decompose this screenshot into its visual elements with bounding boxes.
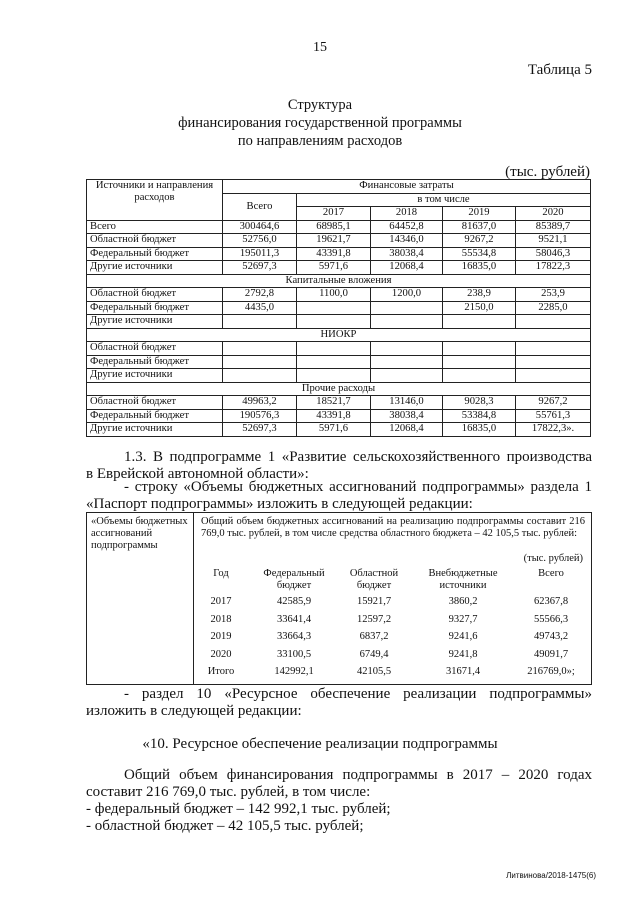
section-10-title: «10. Ресурсное обеспечение реализации подпрограммы [142,736,498,752]
table-cell: 2792,8 [223,288,297,302]
passport-cell: 142992,1 [274,666,314,677]
passport-cell: 49743,2 [533,631,569,642]
table-cell [371,301,443,315]
text-line: - раздел 10 «Ресурсное обеспечение реализации подпрограммы» [124,686,592,702]
passport-header-year: Год [213,568,229,579]
table-row [87,301,591,315]
section-header: НИОКР [87,328,591,342]
title-line: по направлениям расходов [237,133,403,149]
paragraph-section-10 [86,686,592,720]
table-cell [297,355,371,369]
passport-cell: 49091,7 [533,648,569,660]
table-row [87,369,591,383]
passport-year: 2017 [210,596,232,607]
table-cell [371,315,443,329]
header-year: 2019 [443,207,516,221]
table-cell: 12068,4 [371,423,443,437]
table-cell: 195011,3 [223,247,297,261]
header-total: Всего [223,193,297,220]
table-cell: 17822,3 [516,261,591,275]
table-cell: 38038,4 [371,247,443,261]
table-cell [223,355,297,369]
passport-cell: 15921,7 [356,596,392,607]
table-cell [443,315,516,329]
table-cell: 13146,0 [371,396,443,410]
table-cell [223,342,297,356]
text-line: «Паспорт подпрограммы» изложить в следующей редакции: [86,496,473,512]
table-cell [371,369,443,383]
passport-header-federal: Федеральный бюджет [263,568,325,591]
title-line: финансирования государственной программы [178,115,462,131]
passport-header-regional: Областной бюджет [349,568,399,591]
table-cell: 52697,3 [223,423,297,437]
header-sources: Источники и направления расходов [87,180,223,221]
table-cell: 9028,3 [443,396,516,410]
table-cell: 5971,6 [297,261,371,275]
text-line: - федеральный бюджет – 142 992,1 тыс. рублей; [86,801,391,817]
table-cell [371,342,443,356]
row-label: Другие источники [87,369,223,383]
table-cell [297,342,371,356]
passport-cell: 12597,2 [356,613,392,625]
passport-cell: 33664,3 [276,631,312,642]
passport-cell: 3860,2 [448,596,478,607]
row-label: Федеральный бюджет [87,409,223,423]
table-cell [297,315,371,329]
table-cell [223,315,297,329]
row-label: Федеральный бюджет [87,301,223,315]
footer-code: Литвинова/2018-1475(6) [506,871,596,880]
passport-year: Итого [207,666,235,677]
passport-header-total: Всего [538,568,564,579]
table-cell: 85389,7 [516,220,591,234]
row-label: Областной бюджет [87,396,223,410]
table-cell [516,369,591,383]
table-cell: 58046,3 [516,247,591,261]
table-cell [371,355,443,369]
table-cell [297,369,371,383]
table-cell: 9267,2 [443,234,516,248]
table-row [87,274,591,288]
table-row [87,342,591,356]
passport-cell: 9327,7 [448,613,478,625]
table-title [0,96,640,150]
passport-cell: 42105,5 [356,666,392,677]
header-year: 2017 [297,207,371,221]
table-cell [516,355,591,369]
row-label: Другие источники [87,261,223,275]
table-label: Таблица 5 [527,62,592,78]
table-row [87,409,591,423]
table-row [87,423,591,437]
row-label: Федеральный бюджет [87,247,223,261]
table-cell: 19621,7 [297,234,371,248]
table-cell: 12068,4 [371,261,443,275]
table-cell [443,355,516,369]
section-header: Прочие расходы [87,382,591,396]
passport-year: 2020 [210,648,232,660]
table-row [87,396,591,410]
page-number: 15 [313,40,327,55]
passport-cell: 31671,4 [445,666,481,677]
unit-label: (тыс. рублей) [505,164,590,180]
text-line: Общий объем финансирования подпрограммы в 2017 – 2020 годах [124,767,592,783]
passport-cell: 42585,9 [276,596,312,607]
passport-cell: 55566,3 [533,613,569,625]
text-line: 1.3. В подпрограмме 1 «Развитие сельскохозяйственного производства [124,449,592,465]
passport-year: 2019 [210,631,232,642]
table-cell: 68985,1 [297,220,371,234]
table-cell: 38038,4 [371,409,443,423]
table-cell: 55761,3 [516,409,591,423]
table-cell: 4435,0 [223,301,297,315]
text-line: составит 216 769,0 тыс. рублей, в том числе: [86,784,371,800]
table-cell [297,301,371,315]
passport-header-offbudget: Внебюджетные источники [428,568,498,591]
passport-cell: 216769,0»; [527,666,575,677]
passport-cell: 33641,4 [276,613,312,625]
header-financial: Финансовые затраты [223,180,591,194]
table-row [87,180,591,194]
paragraph-1-3 [86,449,592,483]
table-row [87,382,591,396]
table-cell: 5971,6 [297,423,371,437]
table-cell: 49963,2 [223,396,297,410]
table-row [87,261,591,275]
table-cell: 52756,0 [223,234,297,248]
text-line: - строку «Объемы бюджетных ассигнований подпрограммы» раздела 1 [124,479,592,495]
table-cell: 17822,3». [516,423,591,437]
row-label: Областной бюджет [87,234,223,248]
row-label: Другие источники [87,315,223,329]
table-cell [443,342,516,356]
table-cell: 300464,6 [223,220,297,234]
table-row [87,328,591,342]
table-cell [443,369,516,383]
table-cell: 238,9 [443,288,516,302]
header-year: 2020 [516,207,591,221]
row-label: Другие источники [87,423,223,437]
table-cell: 2285,0 [516,301,591,315]
table-row [87,288,591,302]
table-cell: 253,9 [516,288,591,302]
row-label: Всего [87,220,223,234]
table-cell: 1200,0 [371,288,443,302]
passport-cell: 33100,5 [276,648,312,660]
table-cell: 2150,0 [443,301,516,315]
table-cell: 43391,8 [297,409,371,423]
table-cell: 14346,0 [371,234,443,248]
financing-structure-table [86,179,591,437]
table-cell: 43391,8 [297,247,371,261]
passport-unit: (тыс. рублей) [523,553,583,564]
table-cell: 81637,0 [443,220,516,234]
passport-cell: 9241,8 [448,648,478,660]
text-line: - областной бюджет – 42 105,5 тыс. рублей; [86,818,364,834]
text-line: в Еврейской автономной области»: [86,466,309,482]
table-row [87,315,591,329]
table-row [87,247,591,261]
table-cell [223,369,297,383]
passport-cell: 6837,2 [359,631,389,642]
table-cell: 52697,3 [223,261,297,275]
row-label: Федеральный бюджет [87,355,223,369]
table-row [87,355,591,369]
header-year: 2018 [371,207,443,221]
title-line: Структура [287,97,353,113]
table-cell: 18521,7 [297,396,371,410]
table-cell: 16835,0 [443,423,516,437]
paragraph-total-financing [86,767,592,835]
passport-left-label: «Объемы бюджетных ассигнований подпрограммы [87,513,194,684]
table-row [87,234,591,248]
table-cell: 64452,8 [371,220,443,234]
header-including: в том числе [297,193,591,207]
text-line: изложить в следующей редакции: [86,703,302,719]
table-row [87,220,591,234]
table-cell [516,342,591,356]
section-header: Капитальные вложения [87,274,591,288]
paragraph-passport [86,479,592,513]
passport-cell: 6749,4 [359,648,389,660]
table-cell: 16835,0 [443,261,516,275]
table-cell: 190576,3 [223,409,297,423]
passport-cell: 9241,6 [448,631,478,642]
table-cell: 9521,1 [516,234,591,248]
passport-intro: Общий объем бюджетных ассигнований на реализацию подпрограммы составит 216 769,0 тыс. рублей, в том числе средства областного бюджета – 42 105,5 тыс. рублей: [201,516,585,539]
table-cell [516,315,591,329]
passport-year: 2018 [210,613,232,625]
table-cell: 55534,8 [443,247,516,261]
row-label: Областной бюджет [87,288,223,302]
table-cell: 1100,0 [297,288,371,302]
passport-table [86,512,592,685]
table-cell: 9267,2 [516,396,591,410]
row-label: Областной бюджет [87,342,223,356]
passport-cell: 62367,8 [533,596,569,607]
table-cell: 53384,8 [443,409,516,423]
